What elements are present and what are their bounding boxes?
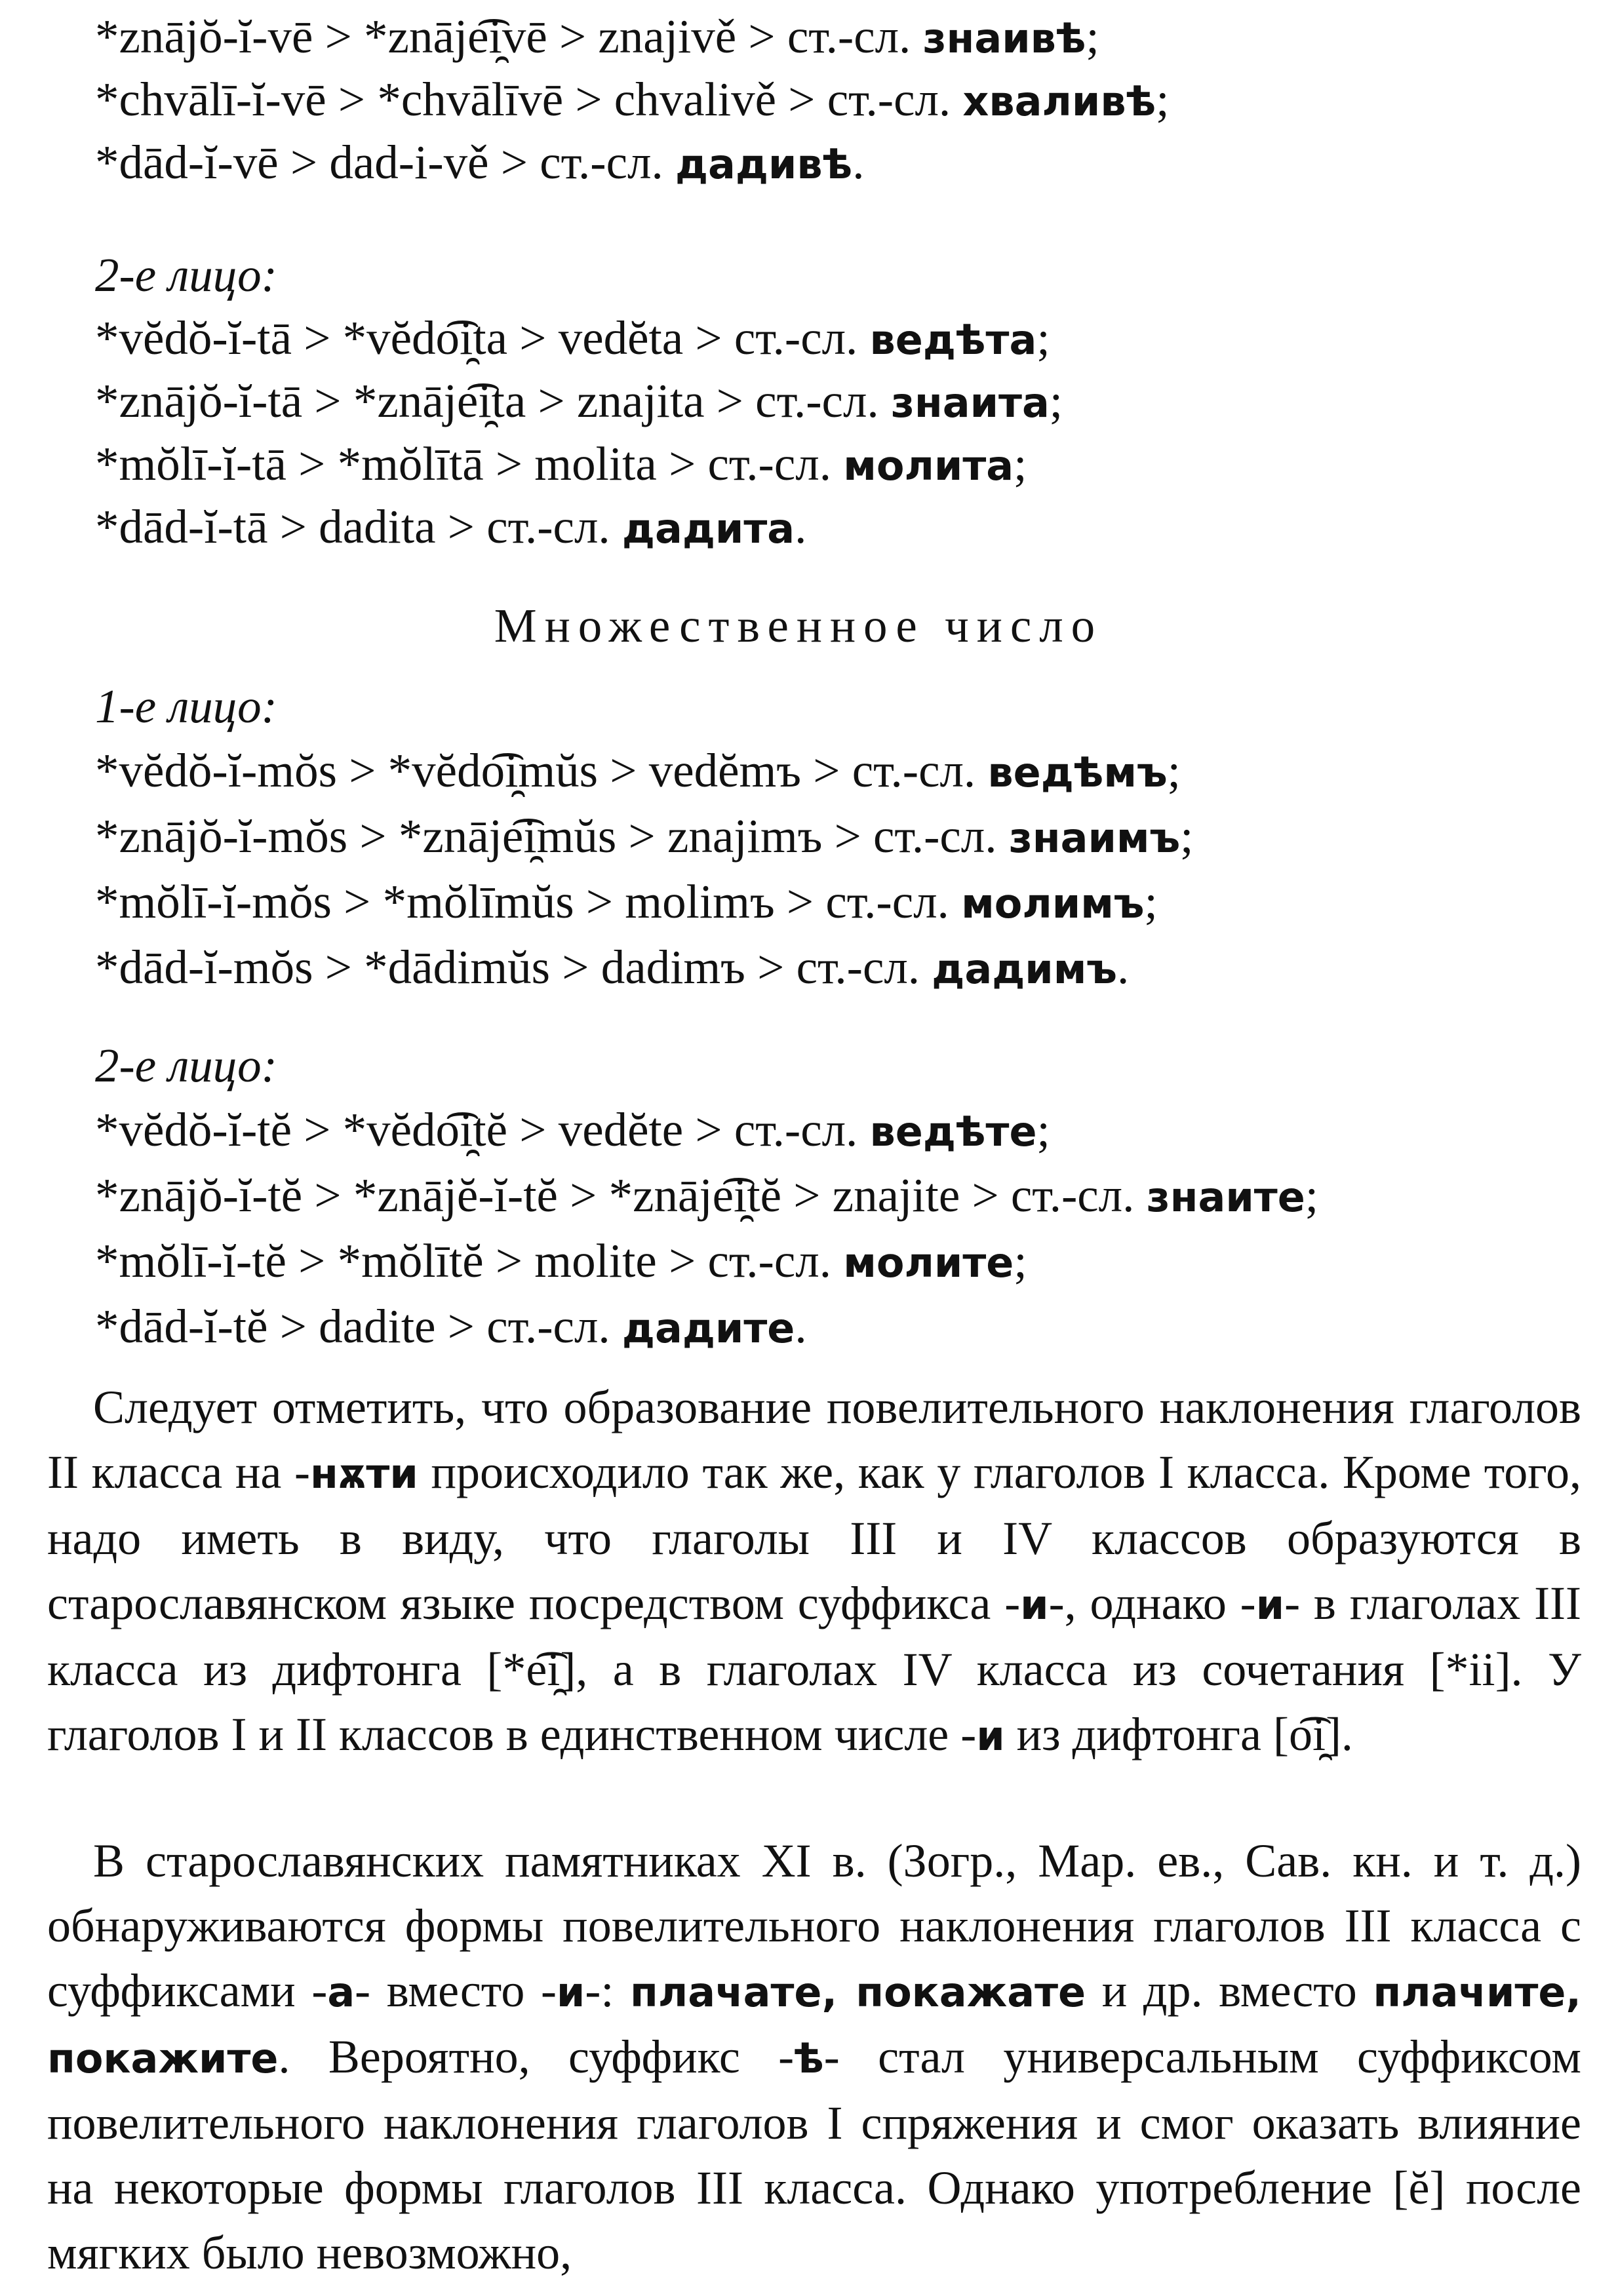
example-line: *znājŏ-ĭ-tĕ > *znājĕ-ĭ-tĕ > *znāje͡i̯tĕ > znajite > ст.-сл. знаите; <box>95 1169 1319 1222</box>
example-line: *znājŏ-ĭ-mŏs > *znāje͡i̯mŭs > znajimъ > ст.-сл. знаимъ; <box>95 809 1194 863</box>
body-paragraph: Следует отметить, что образование повелительного наклонения глаголов II класса на -нѫти происходило так же, как у глаголов I класса. Кроме того, надо иметь в виду, что глаголы III и IV классов образуются в старославянском языке посредством суффикса -и-, однако -и- в глаголах III класса из дифтонга [*e͡i̯], а в глаголах IV класса из сочетания [*ii]. У глаголов I и II классов в единственном числе -и из дифтонга [o͡i̯]. <box>47 1381 1582 1761</box>
example-line: *chvālī-ĭ-vē > *chvālīvē > chvalivě > ст.-сл. хвaливѣ; <box>95 73 1170 126</box>
example-line: *znājŏ-ĭ-tā > *znāje͡i̯ta > znajita > ст.-сл. знаита; <box>95 374 1063 427</box>
person-label: 1-е лицо: <box>95 680 277 733</box>
person-label: 2-е лицо: <box>95 248 277 302</box>
person-label: 2-е лицо: <box>95 1039 277 1092</box>
example-line: *znājŏ-ĭ-vē > *znāje͡i̯vē > znajivě > ст.-сл. знаивѣ; <box>95 10 1099 63</box>
example-line: *vĕdŏ-ĭ-tĕ > *vĕdo͡i̯tĕ > vedĕte > ст.-сл. ведѣте; <box>95 1103 1050 1156</box>
example-line: *dād-ĭ-vē > dad-i-vě > ст.-сл. дадивѣ. <box>95 136 865 189</box>
example-line: *dād-ĭ-tĕ > dadite > ст.-сл. дадите. <box>95 1300 807 1353</box>
body-paragraph: В старославянских памятниках XI в. (Зогр., Мар. ев., Сав. кн. и т. д.) обнаруживаются формы повелительного наклонения глаголов III класса с суффиксами -а- вместо -и-: плачате, покажате и др. вместо плачите, покажите. Вероятно, суффикс -ѣ- стал универсальным суффиксом повелительного наклонения глаголов I спряжения и смог оказать влияние на некоторые формы глаголов III класса. Однако употребление [ĕ] после мягких было невозможно, <box>47 1835 1581 2279</box>
section-heading: Множественное число <box>494 599 1103 652</box>
example-line: *vĕdŏ-ĭ-tā > *vĕdo͡i̯ta > vedĕta > ст.-сл. ведѣта; <box>95 311 1050 364</box>
example-line: *mŏlī-ĭ-mŏs > *mŏlīmŭs > molimъ > ст.-сл. молимъ; <box>95 875 1158 928</box>
example-line: *mŏlī-ĭ-tā > *mŏlītā > molita > ст.-сл. молита; <box>95 437 1027 490</box>
example-line: *mŏlī-ĭ-tĕ > *mŏlītĕ > molite > ст.-сл. молите; <box>95 1234 1027 1287</box>
example-line: *dād-ĭ-mŏs > *dādimŭs > dadimъ > ст.-сл. дадимъ. <box>95 941 1130 994</box>
example-line: *vĕdŏ-ĭ-mŏs > *vĕdo͡i̯mŭs > vedĕmъ > ст.-сл. ведѣмъ; <box>95 744 1181 797</box>
example-line: *dād-ĭ-tā > dadita > ст.-сл. дадита. <box>95 500 807 553</box>
